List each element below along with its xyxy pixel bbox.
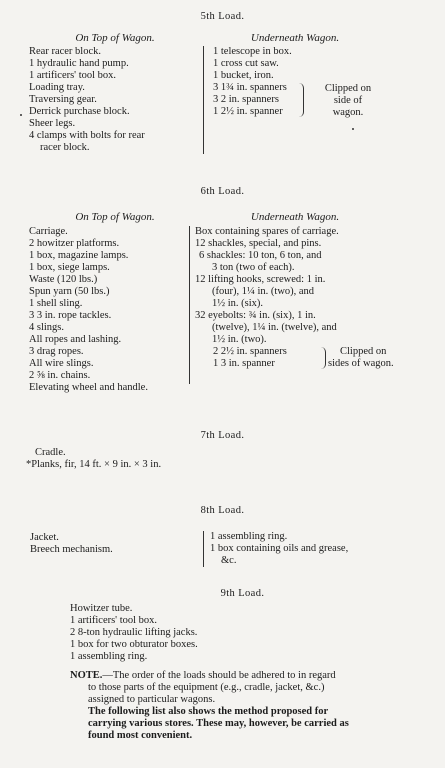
list-item: (four), 1¼ in. (two), and <box>212 286 315 297</box>
note-label: NOTE. <box>70 670 103 681</box>
load-6-brace-items <box>213 346 323 370</box>
list-item: 1 cross cut saw. <box>213 58 279 69</box>
list-item: Box containing spares of carriage. <box>195 226 339 237</box>
list-item: 3 ton (two of each). <box>212 262 295 273</box>
list-item: 1½ in. (two). <box>212 334 267 345</box>
list-item: Elevating wheel and handle. <box>29 382 148 393</box>
list-item: Howitzer tube. <box>70 603 133 614</box>
list-item: Carriage. <box>29 226 68 237</box>
list-item: 1 3 in. spanner <box>213 358 275 369</box>
column-divider <box>189 226 190 384</box>
list-item: 1 box for two obturator boxes. <box>70 639 198 650</box>
brace-note-line: side of <box>333 95 363 106</box>
list-item: 1 artificers' tool box. <box>70 615 158 626</box>
list-item: Loading tray. <box>29 82 85 93</box>
print-mark <box>20 114 22 116</box>
list-item: 2 ⅝ in. chains. <box>29 370 91 381</box>
load-5-left-title: On Top of Wagon. <box>75 32 155 44</box>
note-text: —The order of the loads should be adhered to in regard <box>102 670 336 681</box>
brace-note-line: wagon. <box>332 107 364 118</box>
load-5-heading-text: 5th Load. <box>200 11 245 22</box>
load-5-right-title: Underneath Wagon. <box>250 32 340 44</box>
print-mark <box>352 128 354 130</box>
list-item: 3 3 in. rope tackles. <box>29 310 112 321</box>
load-6-left-title: On Top of Wagon. <box>75 211 155 223</box>
note-line: to those parts of the equipment (e.g., cradle, jacket, &c.) <box>88 682 325 693</box>
list-item: 2 2½ in. spanners <box>213 346 287 357</box>
list-item: Traversing gear. <box>29 94 97 105</box>
list-item: 1 shell sling. <box>29 298 83 309</box>
list-item: &c. <box>221 555 237 566</box>
list-item: 4 slings. <box>29 322 65 333</box>
list-item: 3 2 in. spanners <box>213 94 279 105</box>
list-item: Spun yarn (50 lbs.) <box>29 286 110 297</box>
note-line: The following list also shows the method proposed for <box>88 706 329 717</box>
list-item: Derrick purchase block. <box>29 106 130 117</box>
load-9-heading <box>20 588 445 599</box>
list-item: 1 assembling ring. <box>70 651 148 662</box>
list-item: Rear racer block. <box>29 46 101 57</box>
list-item: 32 eyebolts: ¾ in. (six), 1 in. <box>195 310 316 321</box>
list-item: 1 assembling ring. <box>210 531 288 542</box>
list-item: 4 clamps with bolts for rear <box>29 130 145 141</box>
list-item: 12 shackles, special, and pins. <box>195 238 322 249</box>
list-item: 3 1¾ in. spanners <box>213 82 287 93</box>
column-divider <box>203 531 204 567</box>
load-6-left-list <box>29 226 199 394</box>
list-item: 1 artificers' tool box. <box>29 70 117 81</box>
note-line <box>70 670 440 682</box>
brace-note-line: Clipped on <box>340 346 387 357</box>
list-item: Waste (120 lbs.) <box>29 274 98 285</box>
load-9-list <box>70 603 330 663</box>
list-item: Sheer legs. <box>29 118 76 129</box>
list-item: All ropes and lashing. <box>29 334 122 345</box>
list-item: 12 lifting hooks, screwed: 1 in. <box>195 274 326 285</box>
load-5-left-list <box>29 46 204 154</box>
brace-note-line: Clipped on <box>324 83 372 94</box>
note-line: found most convenient. <box>88 730 193 741</box>
list-item: *Planks, fir, 14 ft. × 9 in. × 3 in. <box>26 459 162 470</box>
load-6-heading-text: 6th Load. <box>200 186 245 197</box>
list-item: All wire slings. <box>29 358 94 369</box>
load-6-heading <box>0 186 445 197</box>
list-item: (twelve), 1¼ in. (twelve), and <box>212 322 337 333</box>
load-8-right-list <box>210 531 420 567</box>
list-item: 1 box, magazine lamps. <box>29 250 129 261</box>
load-7-heading-text: 7th Load. <box>200 430 245 441</box>
list-item: 1 telescope in box. <box>213 46 292 57</box>
note-line: assigned to particular wagons. <box>88 694 216 705</box>
load-8-left-list <box>30 532 180 556</box>
list-item: 1 2½ in. spanner <box>213 106 283 117</box>
list-item: 1 hydraulic hand pump. <box>29 58 129 69</box>
list-item: 1½ in. (six). <box>212 298 264 309</box>
load-6-right-title: Underneath Wagon. <box>250 211 340 223</box>
list-item: Breech mechanism. <box>30 544 113 555</box>
load-7-heading <box>0 430 445 441</box>
list-item: Jacket. <box>30 532 59 543</box>
list-item: 2 howitzer platforms. <box>29 238 120 249</box>
brace <box>321 347 326 369</box>
list-item: 6 shackles: 10 ton, 6 ton, and <box>199 250 322 261</box>
list-item: 1 box, siege lamps. <box>29 262 110 273</box>
load-7-list <box>26 447 326 471</box>
load-9-heading-text: 9th Load. <box>220 588 265 599</box>
list-item: racer block. <box>40 142 90 153</box>
note-line: carrying various stores. These may, however, be carried as <box>88 718 349 729</box>
load-6-right-list <box>195 226 410 346</box>
load-5-brace-note <box>313 83 383 119</box>
list-item: 1 bucket, iron. <box>213 70 274 81</box>
brace-note-line: sides of wagon. <box>328 358 394 369</box>
load-6-brace-note <box>328 346 418 370</box>
list-item: Cradle. <box>35 447 66 458</box>
brace <box>299 83 304 117</box>
list-item: 1 box containing oils and grease, <box>210 543 349 554</box>
list-item: 2 8-ton hydraulic lifting jacks. <box>70 627 198 638</box>
load-8-heading-text: 8th Load. <box>200 505 245 516</box>
list-item: 3 drag ropes. <box>29 346 84 357</box>
note-block <box>70 670 440 742</box>
load-5-heading <box>0 11 445 22</box>
load-8-heading <box>0 505 445 516</box>
column-divider <box>203 46 204 154</box>
